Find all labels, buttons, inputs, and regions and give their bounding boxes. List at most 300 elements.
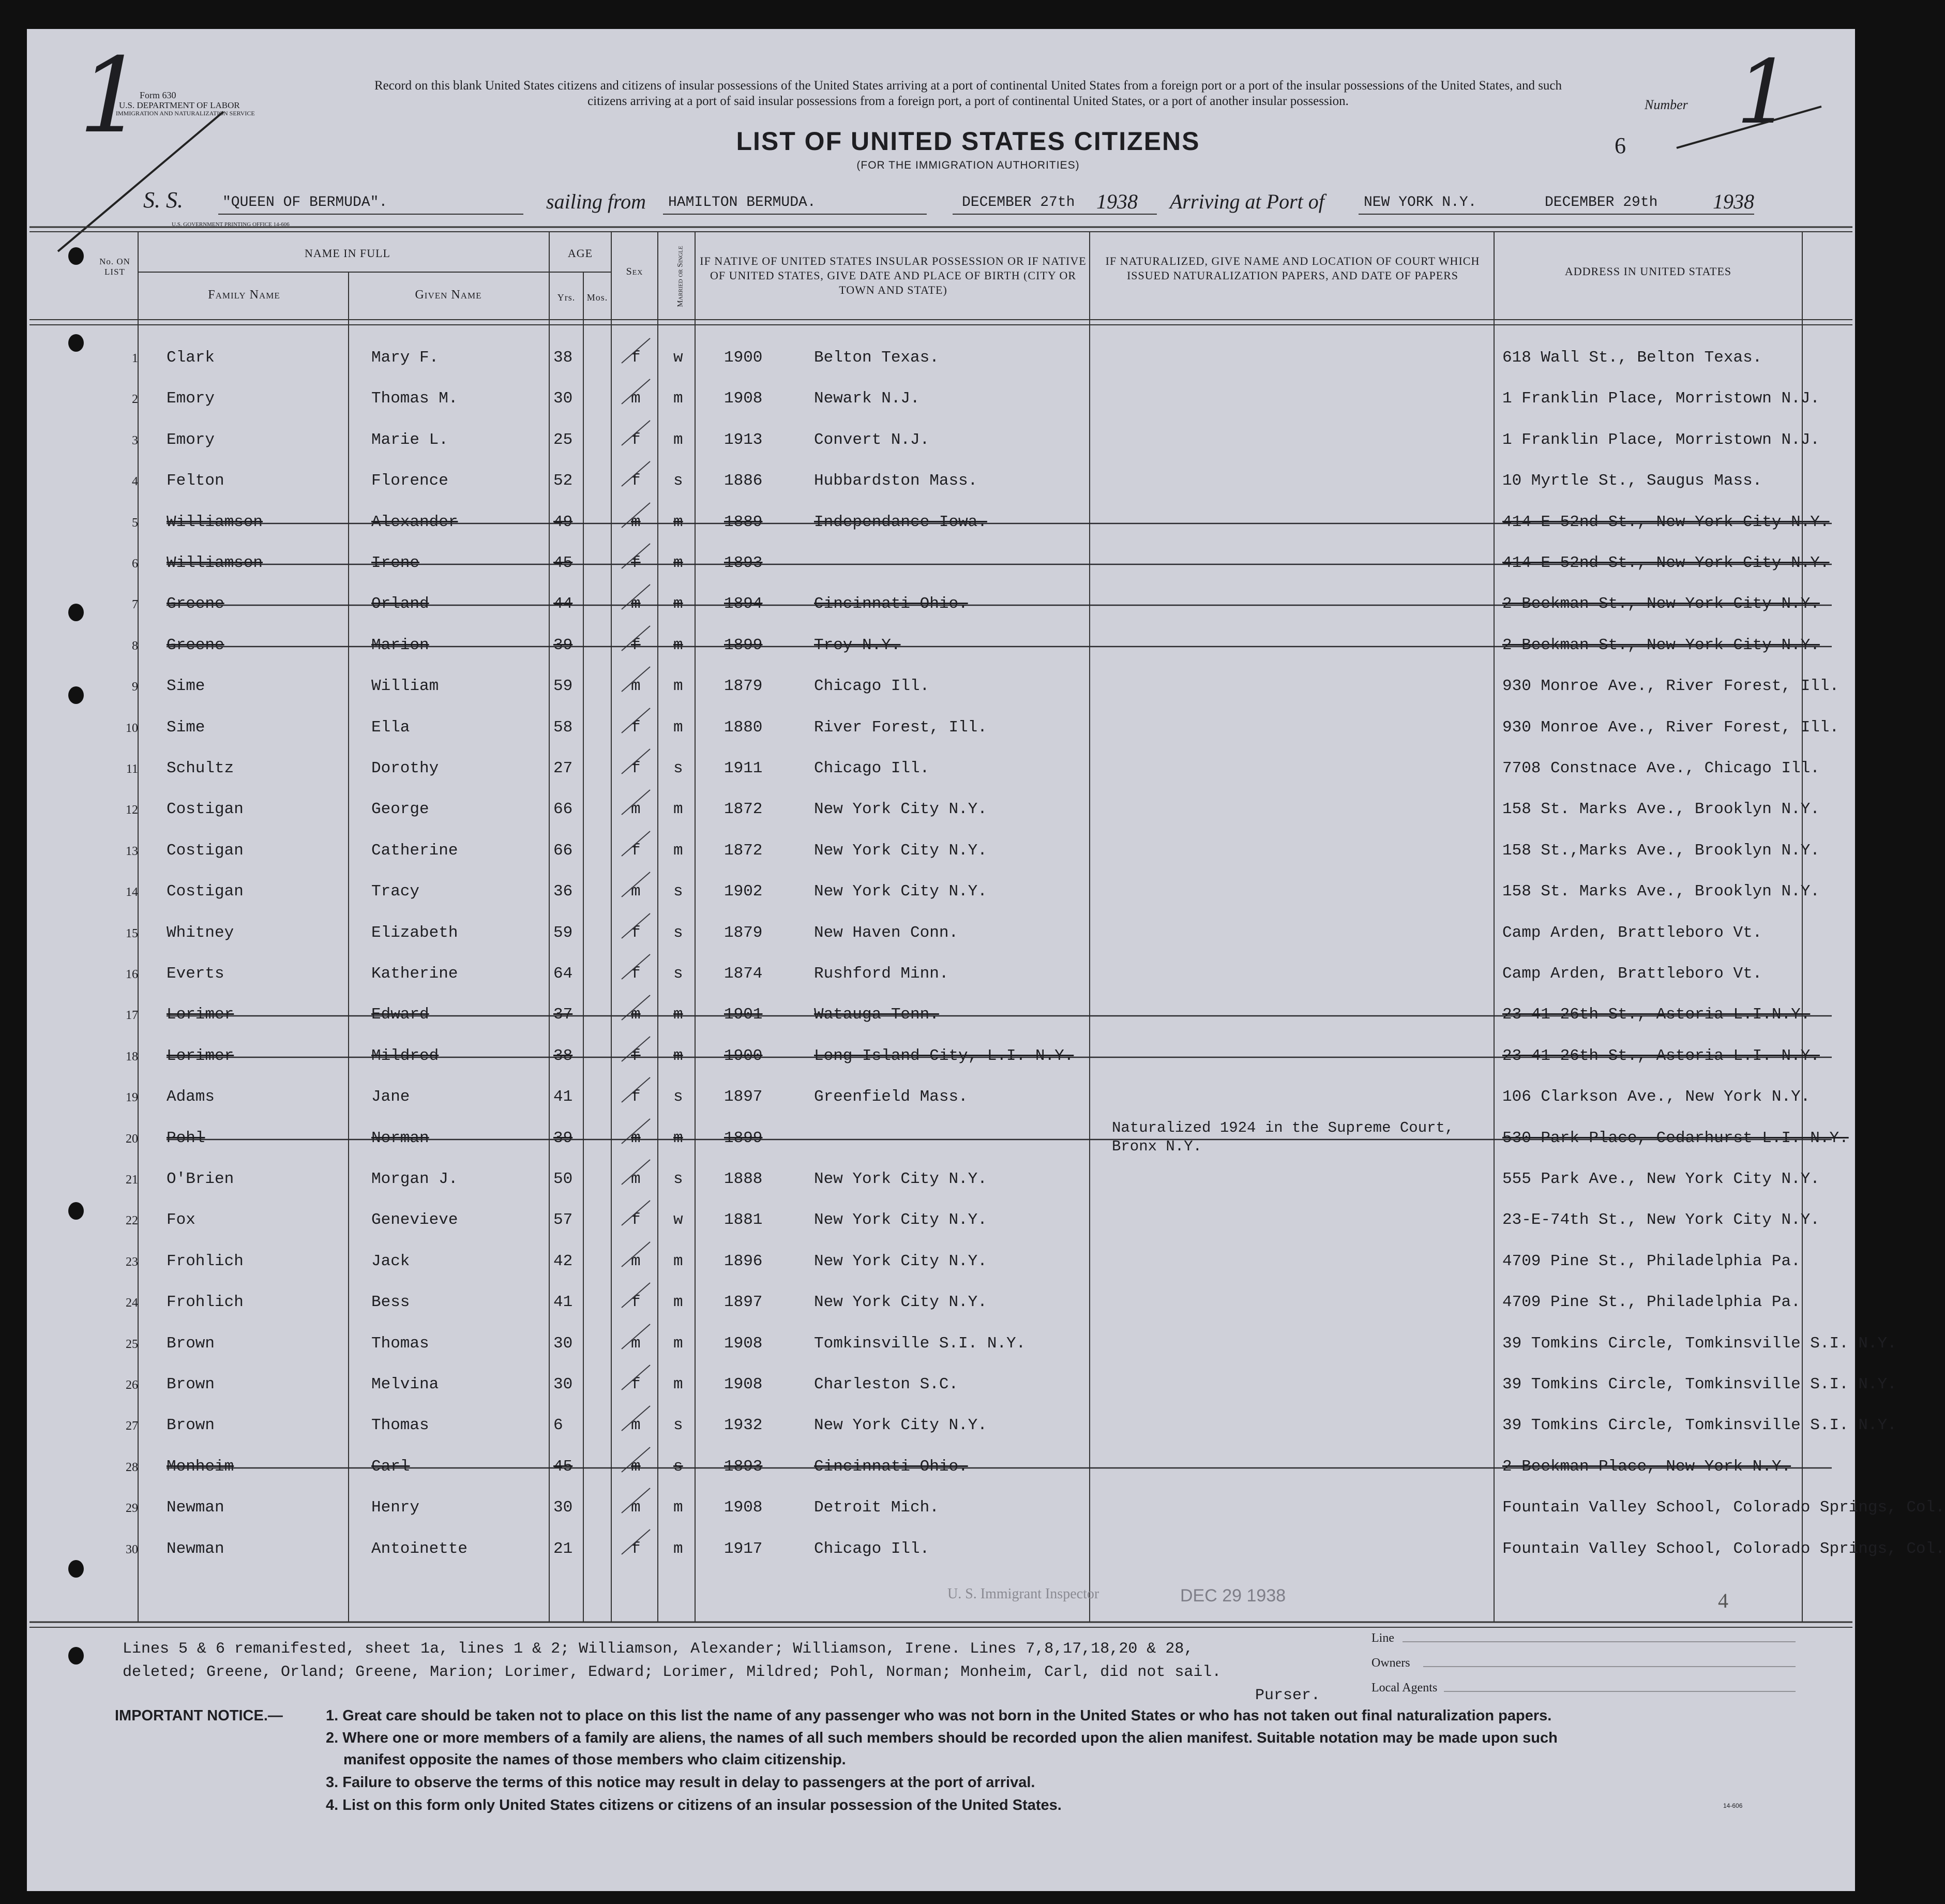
cell-ms: s <box>673 1458 683 1476</box>
cell-place: Detroit Mich. <box>814 1498 939 1517</box>
cell-year: 1886 <box>724 472 763 490</box>
cell-address: 158 St.,Marks Ave., Brooklyn N.Y. <box>1502 842 1820 860</box>
cell-no: 18 <box>126 1050 138 1063</box>
cell-address: Fountain Valley School, Colorado Springs, Col. <box>1502 1498 1945 1517</box>
cell-place: New York City N.Y. <box>814 1252 987 1270</box>
cell-place: New York City N.Y. <box>814 1211 987 1229</box>
cell-given: Melvina <box>371 1375 439 1393</box>
cell-sex: m <box>631 513 641 531</box>
cell-given: Henry <box>371 1498 420 1517</box>
line-label: Line <box>1371 1631 1394 1645</box>
notice-1: 1. Great care should be taken not to place on this list the name of any passenger who was not born in the United States or who has not taken out final naturalization papers. <box>326 1707 1552 1724</box>
cell-place: Newark N.J. <box>814 389 920 408</box>
cell-no: 19 <box>126 1091 138 1104</box>
cell-given: Elizabeth <box>371 924 458 942</box>
header-mos: Mos. <box>586 292 608 303</box>
cell-address: 7708 Constnace Ave., Chicago Ill. <box>1502 759 1820 777</box>
header-no: No. ON LIST <box>99 257 130 277</box>
remarks-line-1: Lines 5 & 6 remanifested, sheet 1a, lines 1 & 2; Williamson, Alexander; Williamson, Irene. Lines 7,8,17,18,20 & 28, <box>123 1640 1194 1658</box>
cell-ms: s <box>673 1088 683 1106</box>
cell-sex: f <box>631 1088 641 1106</box>
cell-no: 1 <box>132 352 138 365</box>
cell-place: Belton Texas. <box>814 349 939 367</box>
cell-place: New York City N.Y. <box>814 1170 987 1188</box>
cell-place: Long Island City, L.I. N.Y. <box>814 1047 1074 1065</box>
cell-sex: m <box>631 1458 641 1476</box>
cell-year: 1879 <box>724 677 763 695</box>
cell-family: Emory <box>167 431 215 449</box>
cell-year: 1897 <box>724 1293 763 1311</box>
cell-sex: f <box>631 431 641 449</box>
cell-sex: f <box>631 1211 641 1229</box>
cell-no: 30 <box>126 1543 138 1556</box>
cell-ms: m <box>673 842 683 860</box>
cell-ms: m <box>673 389 683 408</box>
cell-age: 41 <box>553 1293 573 1311</box>
cell-year: 1917 <box>724 1540 763 1558</box>
header-given-name: Given Name <box>415 288 482 302</box>
cell-address: 39 Tomkins Circle, Tomkinsville S.I. N.Y. <box>1502 1375 1897 1393</box>
cell-no: 29 <box>126 1502 138 1515</box>
print-office-mark: U.S. GOVERNMENT PRINTING OFFICE 14-606 <box>172 221 290 228</box>
cell-place: Convert N.J. <box>814 431 930 449</box>
cell-no: 28 <box>126 1461 138 1474</box>
cell-year: 1894 <box>724 595 763 613</box>
cell-year: 1911 <box>724 759 763 777</box>
cell-ms: m <box>673 677 683 695</box>
cell-ms: m <box>673 1047 683 1065</box>
cell-year: 1893 <box>724 554 763 572</box>
cell-no: 9 <box>132 680 138 694</box>
cell-age: 37 <box>553 1006 573 1024</box>
cell-no: 23 <box>126 1255 138 1269</box>
cell-year: 1932 <box>724 1416 763 1434</box>
cell-year: 1900 <box>724 349 763 367</box>
cell-family: O'Brien <box>167 1170 234 1188</box>
cell-family: Lorimer <box>167 1047 234 1065</box>
cell-age: 58 <box>553 718 573 737</box>
cell-year: 1899 <box>724 636 763 654</box>
cell-no: 6 <box>132 557 138 571</box>
sail-year: 1938 <box>1096 190 1138 213</box>
cell-sex: f <box>631 965 641 983</box>
number-label: Number <box>1645 97 1688 112</box>
cell-year: 1881 <box>724 1211 763 1229</box>
cell-address: 23-41-26th St., Astoria L.I. N.Y. <box>1502 1047 1820 1065</box>
cell-ms: m <box>673 554 683 572</box>
cell-family: Felton <box>167 472 224 490</box>
cell-age: 50 <box>553 1170 573 1188</box>
cell-address: Camp Arden, Brattleboro Vt. <box>1502 965 1762 983</box>
cell-place: River Forest, Ill. <box>814 718 987 737</box>
cell-sex: m <box>631 1416 641 1434</box>
cell-ms: m <box>673 431 683 449</box>
cell-ms: m <box>673 1006 683 1024</box>
cell-no: 13 <box>126 845 138 858</box>
cell-age: 21 <box>553 1540 573 1558</box>
cell-age: 30 <box>553 1375 573 1393</box>
purser-label: Purser. <box>1255 1687 1321 1704</box>
page-subtitle: (FOR THE IMMIGRATION AUTHORITIES) <box>856 159 1080 171</box>
header-yrs: Yrs. <box>557 292 576 303</box>
cell-ms: m <box>673 1498 683 1517</box>
cell-year: 1893 <box>724 1458 763 1476</box>
cell-age: 45 <box>553 554 573 572</box>
cell-given: Marie L. <box>371 431 448 449</box>
cell-age: 49 <box>553 513 573 531</box>
cell-age: 38 <box>553 349 573 367</box>
cell-family: Frohlich <box>167 1293 244 1311</box>
header-birth: IF NATIVE OF UNITED STATES INSULAR POSSESSION OR IF NATIVE OF UNITED STATES, GIVE DATE AND PLACE OF BIRTH (CITY OR TOWN AND STATE) <box>700 254 1087 296</box>
cell-year: 1908 <box>724 1335 763 1353</box>
cell-age: 39 <box>553 1129 573 1147</box>
cell-no: 17 <box>126 1009 138 1022</box>
cell-ms: m <box>673 1293 683 1311</box>
cell-given: Antoinette <box>371 1540 468 1558</box>
cell-address: 4709 Pine St., Philadelphia Pa. <box>1502 1252 1801 1270</box>
cell-ms: s <box>673 1416 683 1434</box>
cell-address: 1 Franklin Place, Morristown N.J. <box>1502 389 1820 408</box>
inspector-stamp: U. S. Immigrant Inspector <box>947 1586 1099 1602</box>
cell-family: Sime <box>167 677 205 695</box>
cell-given: Irene <box>371 554 420 572</box>
sailing-from: HAMILTON BERMUDA. <box>668 194 816 211</box>
cell-given: Jane <box>371 1088 410 1106</box>
cell-sex: f <box>631 636 641 654</box>
cell-age: 66 <box>553 842 573 860</box>
cell-given: Genevieve <box>371 1211 458 1229</box>
cell-no: 11 <box>126 762 138 776</box>
cell-address: 2 Beekman St., New York City N.Y. <box>1502 595 1820 613</box>
cell-ms: m <box>673 1252 683 1270</box>
cell-no: 14 <box>126 886 138 899</box>
cell-ms: s <box>673 965 683 983</box>
cell-address: 23-E-74th St., New York City N.Y. <box>1502 1211 1820 1229</box>
cell-place: Chicago Ill. <box>814 677 930 695</box>
print-code: 14-606 <box>1723 1802 1743 1809</box>
cell-no: 16 <box>126 968 138 981</box>
cell-place: New York City N.Y. <box>814 800 987 818</box>
cell-address: 414-E-52nd St., New York City N.Y. <box>1502 513 1830 531</box>
cell-given: Catherine <box>371 842 458 860</box>
cell-place: Watauga Tenn. <box>814 1006 939 1024</box>
cell-family: Frohlich <box>167 1252 244 1270</box>
cell-address: 39 Tomkins Circle, Tomkinsville S.I. N.Y. <box>1502 1335 1897 1353</box>
cell-sex: f <box>631 472 641 490</box>
cell-family: Whitney <box>167 924 234 942</box>
cell-no: 3 <box>132 434 138 447</box>
cell-ms: m <box>673 1375 683 1393</box>
cell-ms: w <box>673 349 683 367</box>
cell-place: Chicago Ill. <box>814 759 930 777</box>
cell-given: Mary F. <box>371 349 439 367</box>
cell-place: Troy N.Y. <box>814 636 901 654</box>
arriving-label: Arriving at Port of <box>1170 190 1324 213</box>
number-value: 1 <box>1736 41 1792 144</box>
cell-given: Norman <box>371 1129 429 1147</box>
cell-address: 106 Clarkson Ave., New York N.Y. <box>1502 1088 1811 1106</box>
cell-place: Cincinnati Ohio. <box>814 595 968 613</box>
cell-sex: m <box>631 595 641 613</box>
cell-place: Tomkinsville S.I. N.Y. <box>814 1335 1026 1353</box>
notice-2a: 2. Where one or more members of a family are aliens, the names of all such members should be recorded upon the alien manifest. Suitable notation may be made upon such <box>326 1730 1558 1746</box>
arrival-port: NEW YORK N.Y. <box>1364 194 1477 211</box>
cell-age: 66 <box>553 800 573 818</box>
cell-no: 4 <box>132 475 138 488</box>
cell-ms: m <box>673 718 683 737</box>
cell-given: Thomas M. <box>371 389 458 408</box>
cell-place: New York City N.Y. <box>814 1416 987 1434</box>
cell-given: Ella <box>371 718 410 737</box>
cell-family: Costigan <box>167 842 244 860</box>
cell-no: 5 <box>132 516 138 530</box>
page-title: LIST OF UNITED STATES CITIZENS <box>736 127 1200 156</box>
header-married: Married or Single <box>676 246 685 307</box>
notice-4: 4. List on this form only United States citizens or citizens of an insular possession of the United States. <box>326 1797 1062 1813</box>
cell-ms: m <box>673 595 683 613</box>
cell-sex: f <box>631 1540 641 1558</box>
cell-year: 1889 <box>724 513 763 531</box>
cell-year: 1908 <box>724 389 763 408</box>
notice-3: 3. Failure to observe the terms of this notice may result in delay to passengers at the port of arrival. <box>326 1774 1035 1791</box>
cell-place: Greenfield Mass. <box>814 1088 968 1106</box>
form-service: IMMIGRATION AND NATURALIZATION SERVICE <box>116 110 255 117</box>
cell-sex: m <box>631 389 641 408</box>
cell-place: New York City N.Y. <box>814 1293 987 1311</box>
cell-place: New York City N.Y. <box>814 842 987 860</box>
cell-no: 26 <box>126 1378 138 1392</box>
cell-place: Chicago Ill. <box>814 1540 930 1558</box>
cell-place: Rushford Minn. <box>814 965 949 983</box>
cell-sex: m <box>631 677 641 695</box>
cell-sex: m <box>631 1335 641 1353</box>
footer-rules <box>27 29 1945 1891</box>
header-family-name: Family Name <box>208 288 280 302</box>
cell-given: Carl <box>371 1458 410 1476</box>
cell-no: 7 <box>132 598 138 611</box>
cell-family: Everts <box>167 965 224 983</box>
cell-ms: m <box>673 636 683 654</box>
cell-sex: m <box>631 882 641 901</box>
cell-family: Brown <box>167 1335 215 1353</box>
cell-address: 10 Myrtle St., Saugus Mass. <box>1502 472 1762 490</box>
cell-address: 1 Franklin Place, Morristown N.J. <box>1502 431 1820 449</box>
cell-address: 23-41-26th St., Astoria L.I.N.Y. <box>1502 1006 1811 1024</box>
cell-age: 6 <box>553 1416 563 1434</box>
cell-address: 414-E-52nd St., New York City N.Y. <box>1502 554 1830 572</box>
cell-sex: f <box>631 842 641 860</box>
cell-sex: f <box>631 1293 641 1311</box>
cell-sex: m <box>631 800 641 818</box>
cell-age: 30 <box>553 389 573 408</box>
cell-address: 618 Wall St., Belton Texas. <box>1502 349 1762 367</box>
cell-place: Independance Iowa. <box>814 513 987 531</box>
cell-year: 1872 <box>724 800 763 818</box>
cell-family: Schultz <box>167 759 234 777</box>
cell-given: Dorothy <box>371 759 439 777</box>
cell-year: 1879 <box>724 924 763 942</box>
cell-year: 1897 <box>724 1088 763 1106</box>
cell-given: Tracy <box>371 882 420 901</box>
cell-age: 30 <box>553 1498 573 1517</box>
cell-given: Thomas <box>371 1335 429 1353</box>
cell-no: 27 <box>126 1419 138 1433</box>
cell-year: 1913 <box>724 431 763 449</box>
cell-given: Morgan J. <box>371 1170 458 1188</box>
cell-given: Edward <box>371 1006 429 1024</box>
cell-year: 1874 <box>724 965 763 983</box>
cell-family: Clark <box>167 349 215 367</box>
header-address: ADDRESS IN UNITED STATES <box>1564 265 1732 278</box>
ship-name: "QUEEN OF BERMUDA". <box>222 194 388 211</box>
cell-sex: m <box>631 1170 641 1188</box>
header-naturalized: IF NATURALIZED, GIVE NAME AND LOCATION OF COURT WHICH ISSUED NATURALIZATION PAPERS, AND DATE OF PAPERS <box>1105 254 1480 282</box>
cell-nat: Naturalized 1924 in the Supreme Court, Bronx N.Y. <box>1112 1119 1454 1155</box>
cell-ms: m <box>673 1129 683 1147</box>
cell-sex: m <box>631 1498 641 1517</box>
cell-family: Costigan <box>167 882 244 901</box>
agents-label: Local Agents <box>1371 1681 1438 1695</box>
cell-sex: m <box>631 1129 641 1147</box>
cell-address: Fountain Valley School, Colorado Springs, Col. <box>1502 1540 1945 1558</box>
cell-address: 2 Beekman Place, New York N.Y. <box>1502 1458 1791 1476</box>
arrival-date: DECEMBER 29th <box>1545 194 1658 211</box>
cell-year: 1872 <box>724 842 763 860</box>
cell-family: Monheim <box>167 1458 234 1476</box>
cell-address: 930 Monroe Ave., River Forest, Ill. <box>1502 677 1840 695</box>
cell-age: 45 <box>553 1458 573 1476</box>
cell-ms: m <box>673 513 683 531</box>
cell-no: 12 <box>126 803 138 817</box>
cell-given: Katherine <box>371 965 458 983</box>
cell-ms: s <box>673 759 683 777</box>
cell-sex: f <box>631 1047 641 1065</box>
cell-no: 25 <box>126 1338 138 1351</box>
cell-address: 4709 Pine St., Philadelphia Pa. <box>1502 1293 1801 1311</box>
cell-sex: f <box>631 1375 641 1393</box>
cell-age: 39 <box>553 636 573 654</box>
cell-age: 59 <box>553 924 573 942</box>
cell-family: Emory <box>167 389 215 408</box>
form-number: Form 630 <box>140 90 176 100</box>
cell-family: Brown <box>167 1375 215 1393</box>
ss-label: S. S. <box>143 187 183 213</box>
cell-place: New Haven Conn. <box>814 924 959 942</box>
cell-address: Camp Arden, Brattleboro Vt. <box>1502 924 1762 942</box>
cell-ms: m <box>673 1335 683 1353</box>
cell-family: Williamson <box>167 513 263 531</box>
page-mark: 6 <box>1615 133 1626 158</box>
header-name-in-full: NAME IN FULL <box>305 247 390 260</box>
cell-ms: m <box>673 800 683 818</box>
cell-family: Costigan <box>167 800 244 818</box>
cell-year: 1896 <box>724 1252 763 1270</box>
cell-family: Newman <box>167 1540 224 1558</box>
cell-no: 24 <box>126 1296 138 1310</box>
cell-age: 57 <box>553 1211 573 1229</box>
cell-age: 30 <box>553 1335 573 1353</box>
cell-sex: f <box>631 718 641 737</box>
cell-year: 1902 <box>724 882 763 901</box>
cell-address: 555 Park Ave., New York City N.Y. <box>1502 1170 1820 1188</box>
cell-no: 8 <box>132 639 138 653</box>
cell-given: Jack <box>371 1252 410 1270</box>
cell-place: Charleston S.C. <box>814 1375 959 1393</box>
cell-sex: m <box>631 1252 641 1270</box>
cell-year: 1900 <box>724 1047 763 1065</box>
cell-given: Orland <box>371 595 429 613</box>
cell-age: 41 <box>553 1088 573 1106</box>
sailing-label: sailing from <box>546 190 646 213</box>
cell-family: Fox <box>167 1211 195 1229</box>
cell-age: 25 <box>553 431 573 449</box>
page-number-mark: 4 <box>1718 1589 1728 1612</box>
cell-given: Florence <box>371 472 448 490</box>
cell-age: 64 <box>553 965 573 983</box>
cell-family: Greene <box>167 636 224 654</box>
cell-sex: f <box>631 349 641 367</box>
cell-age: 44 <box>553 595 573 613</box>
cell-given: William <box>371 677 439 695</box>
cell-sex: f <box>631 759 641 777</box>
cell-sex: m <box>631 1006 641 1024</box>
cell-family: Adams <box>167 1088 215 1106</box>
owners-label: Owners <box>1371 1656 1410 1670</box>
notice-label: IMPORTANT NOTICE.— <box>115 1707 283 1724</box>
cell-no: 20 <box>126 1132 138 1146</box>
cell-family: Sime <box>167 718 205 737</box>
cell-address: 2 Beekman St., New York City N.Y. <box>1502 636 1820 654</box>
notice-2b: manifest opposite the names of those members who claim citizenship. <box>343 1751 846 1768</box>
cell-ms: s <box>673 472 683 490</box>
cell-family: Pohl <box>167 1129 205 1147</box>
manifest-sheet <box>27 29 1945 1891</box>
corner-mark: 1 <box>79 36 145 156</box>
cell-age: 36 <box>553 882 573 901</box>
cell-given: George <box>371 800 429 818</box>
remarks-line-2: deleted; Greene, Orland; Greene, Marion; Lorimer, Edward; Lorimer, Mildred; Pohl, Norman; Monheim, Carl, did not sail. <box>123 1663 1222 1681</box>
cell-age: 42 <box>553 1252 573 1270</box>
cell-year: 1880 <box>724 718 763 737</box>
cell-family: Newman <box>167 1498 224 1517</box>
arrival-year: 1938 <box>1713 190 1754 213</box>
cell-age: 59 <box>553 677 573 695</box>
cell-given: Alexander <box>371 513 458 531</box>
cell-age: 52 <box>553 472 573 490</box>
cell-ms: s <box>673 924 683 942</box>
cell-no: 15 <box>126 927 138 940</box>
cell-sex: f <box>631 924 641 942</box>
cell-ms: w <box>673 1211 683 1229</box>
cell-place: New York City N.Y. <box>814 882 987 901</box>
header-age: AGE <box>567 247 593 260</box>
cell-year: 1888 <box>724 1170 763 1188</box>
cell-given: Bess <box>371 1293 410 1311</box>
cell-place: Hubbardston Mass. <box>814 472 978 490</box>
form-department: U.S. DEPARTMENT OF LABOR <box>119 100 240 110</box>
cell-year: 1901 <box>724 1006 763 1024</box>
cell-address: 530 Park Place, Cedarhurst L.I. N.Y. <box>1502 1129 1849 1147</box>
cell-ms: s <box>673 882 683 901</box>
intro-text: Record on this blank United States citizens and citizens of insular possessions of the United States arriving at a port of continental United States from a foreign port or a port of the insular possessions of the United States, and such citizens arriving at a port of said insular possessions from a foreign port, a port of continental United States, or a port of another insular possession. <box>374 79 1562 108</box>
cell-family: Brown <box>167 1416 215 1434</box>
cell-family: Williamson <box>167 554 263 572</box>
cell-family: Lorimer <box>167 1006 234 1024</box>
cell-sex: f <box>631 554 641 572</box>
cell-address: 158 St. Marks Ave., Brooklyn N.Y. <box>1502 882 1820 901</box>
cell-no: 10 <box>126 722 138 735</box>
cell-age: 38 <box>553 1047 573 1065</box>
